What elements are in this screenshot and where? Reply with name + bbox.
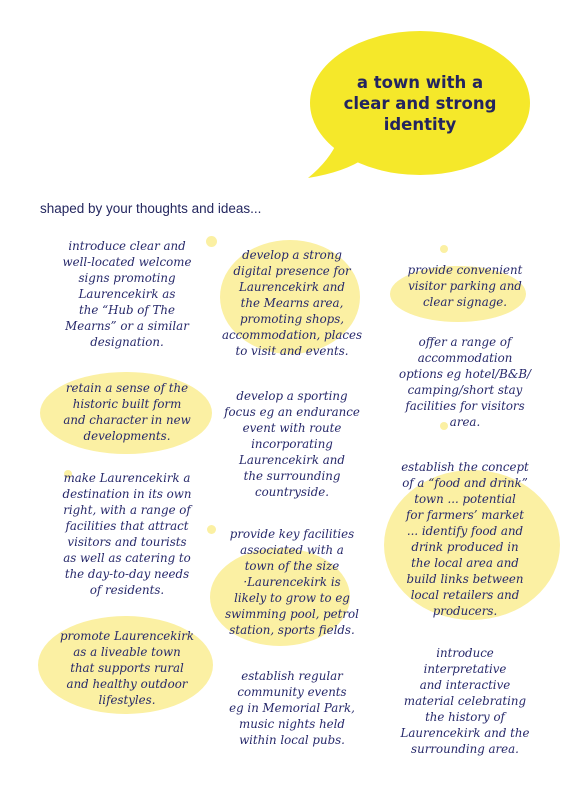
headline: a town with a clear and strong identity <box>343 73 497 134</box>
highlight-dot <box>440 245 448 253</box>
idea-left-2: retain a sense of the historic built form and character in new developments. <box>63 381 191 443</box>
idea-middle-2: develop a sporting focus eg an endurance event with route incorporating Laurencekirk and the surrounding countryside. <box>224 389 360 499</box>
idea-left-3: make Laurencekirk a destination in its own right, with a range of facilities that attract visitors and tourists as well as catering to the day-to-day needs of residents. <box>62 471 192 597</box>
idea-left-1: introduce clear and well-located welcome signs promoting Laurencekirk as the “Hub of The Mearns” or a similar designation. <box>62 239 192 349</box>
idea-right-3: establish the concept of a “food and drink” town ... potential for farmers’ market ... identify food and drink produced in the local area and build links between local retailers and producers. <box>401 460 529 618</box>
idea-right-1: provide convenient visitor parking and clear signage. <box>407 263 523 309</box>
idea-middle-3: provide key facilities associated with a town of the size ·Laurencekirk is likely to grow to eg swimming pool, petrol station, sports fields. <box>225 527 359 637</box>
subtitle: shaped by your thoughts and ideas... <box>40 201 262 216</box>
idea-middle-4: establish regular community events eg in Memorial Park, music nights held within local pubs. <box>229 669 355 747</box>
idea-left-4: promote Laurencekirk as a liveable town that supports rural and healthy outdoor lifestyles. <box>59 629 195 707</box>
idea-middle-1: develop a strong digital presence for Laurencekirk and the Mearns area, promoting shops, accommodation, places to visit and events. <box>221 248 363 358</box>
idea-right-4: introduce interpretative and interactive material celebrating the history of Laurencekirk and the surrounding area. <box>400 646 530 756</box>
idea-right-2: offer a range of accommodation options eg hotel/B&B/ camping/short stay facilities for visitors area. <box>399 335 531 429</box>
